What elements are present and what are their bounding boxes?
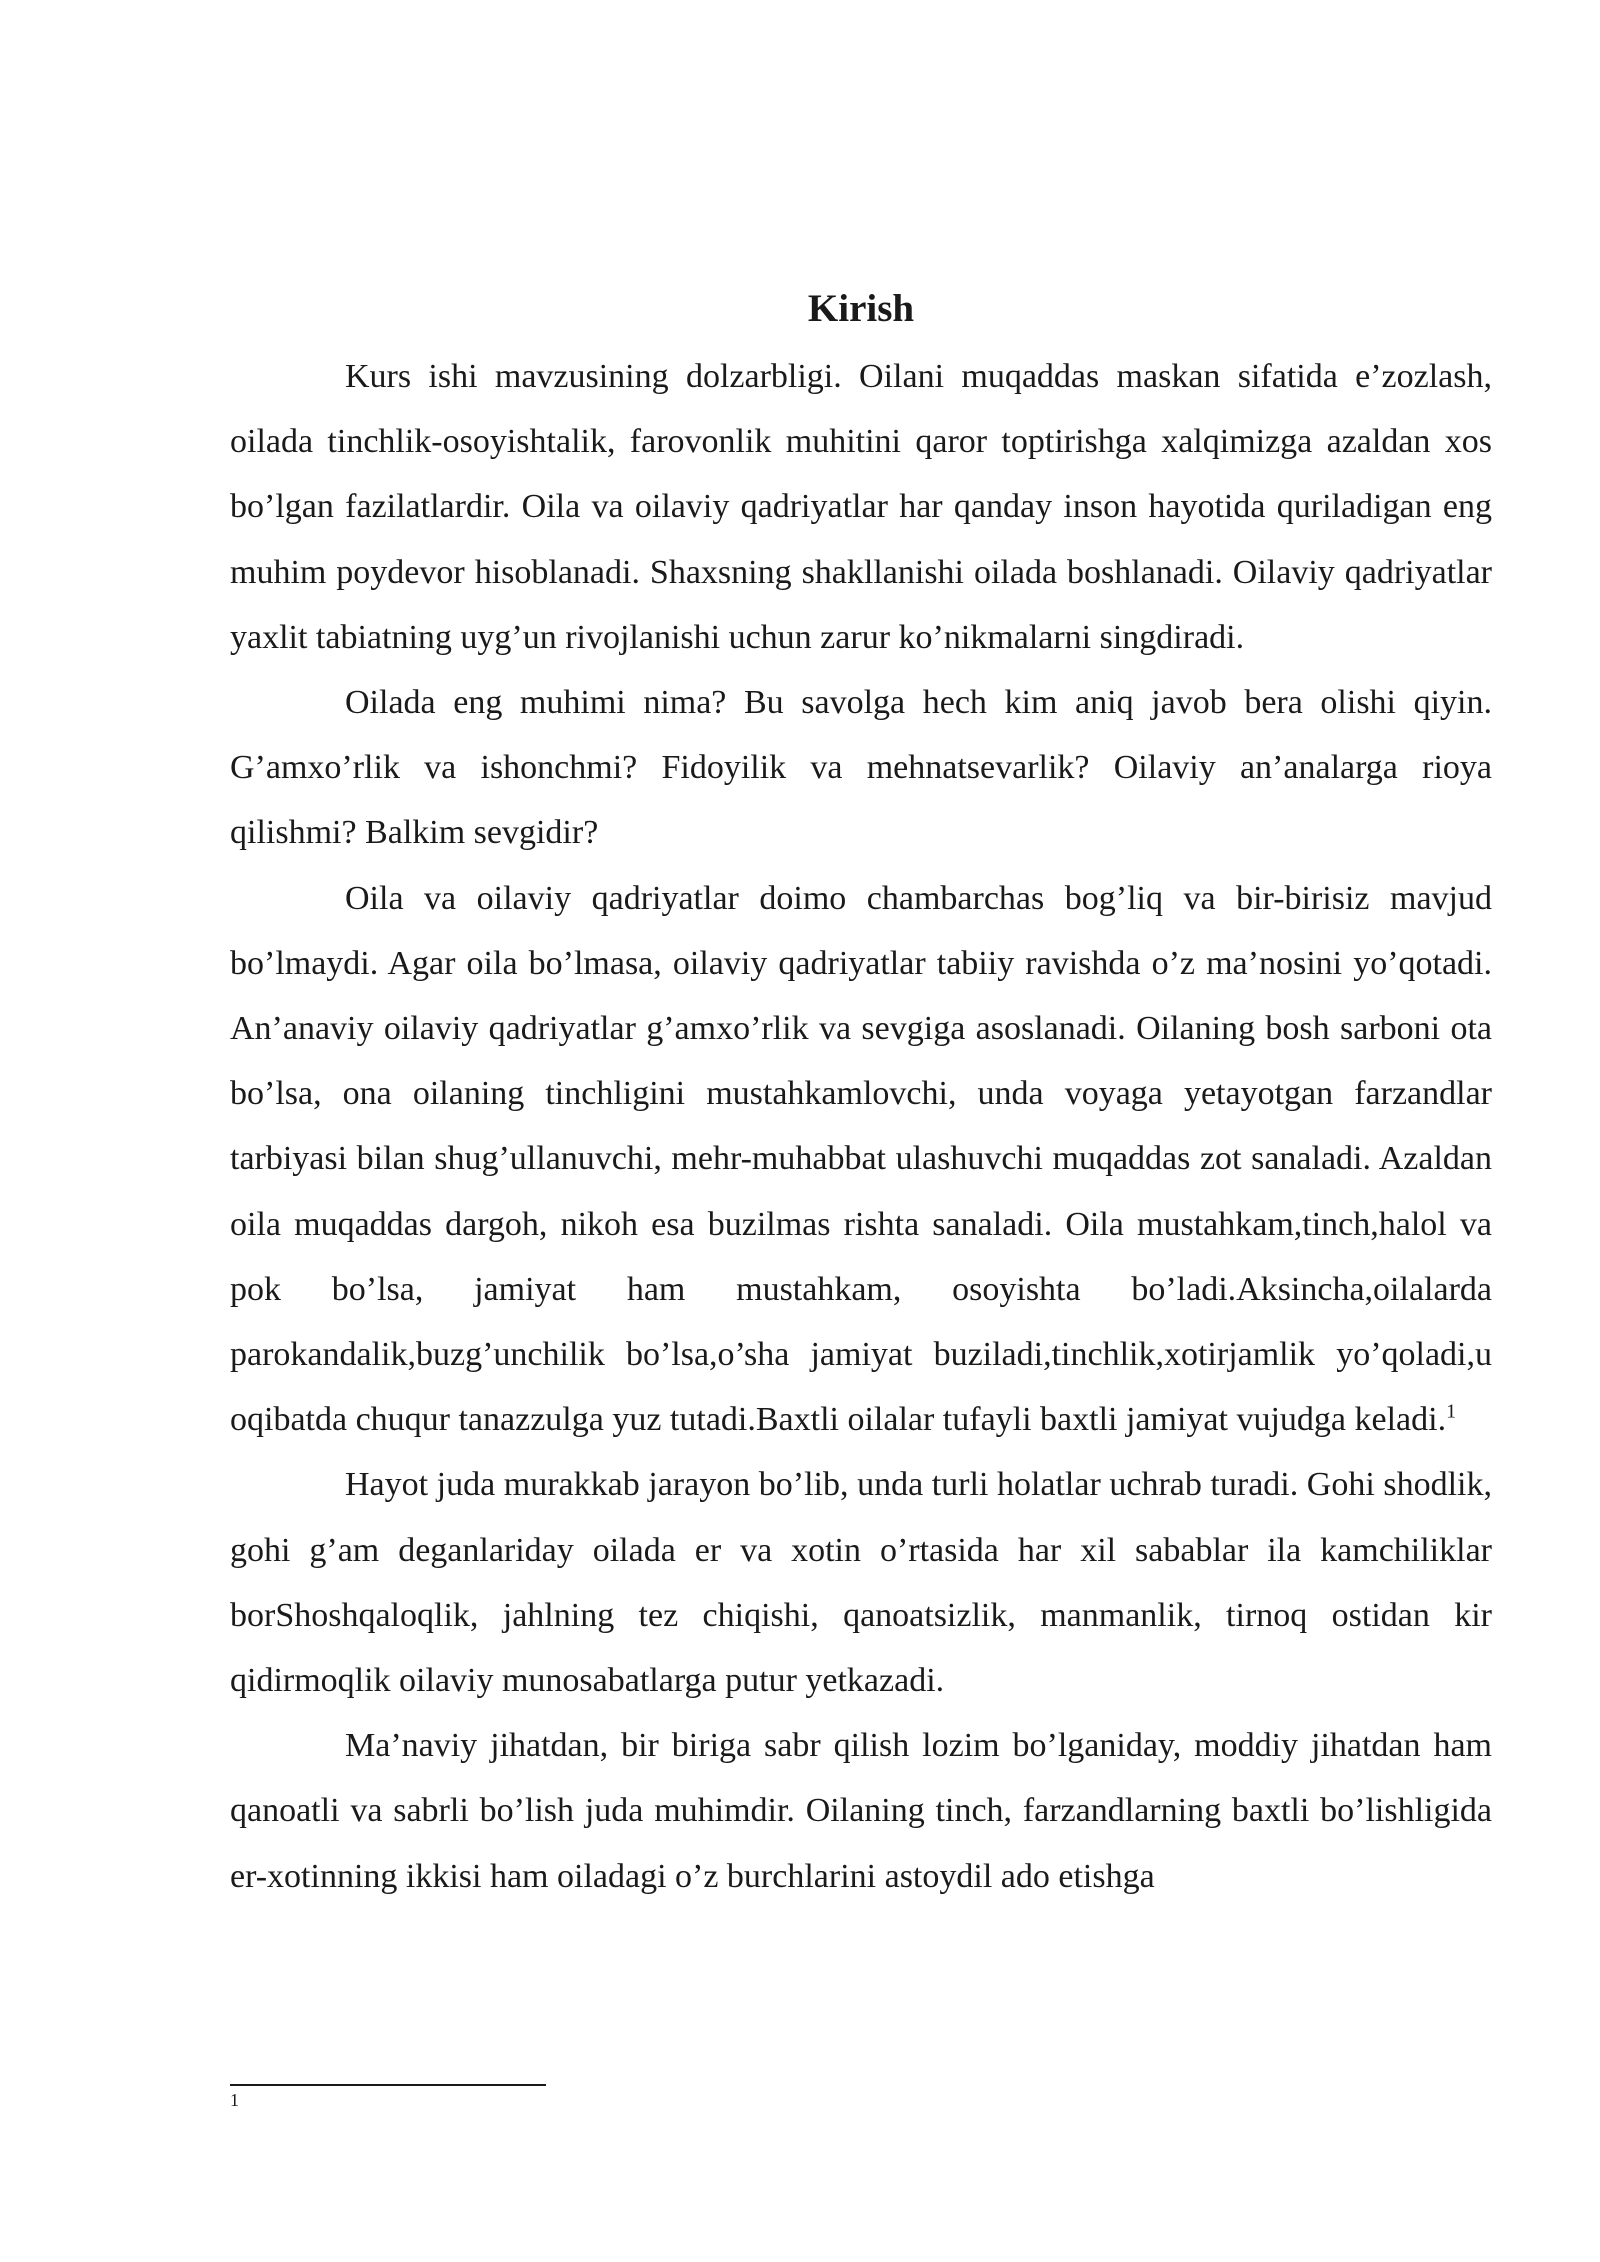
footnote-number: 1 — [230, 2090, 239, 2110]
document-page — [230, 280, 1492, 1909]
paragraph-5: Ma’naviy jihatdan, bir biriga sabr qilish lozim bo’lganiday, moddiy jihatdan ham qanoatli va sabrli bo’lish juda muhimdir. Oilaning tinch, farzandlarning baxtli bo’lishligida er-xotinning ikkisi ham oiladagi o’z burchlarini astoydil ado etishga — [230, 1727, 1492, 1895]
paragraph-2: Oilada eng muhimi nima? Bu savolga hech kim aniq javob bera olishi qiyin. G’amxo’rlik va ishonchmi? Fidoyilik va mehnatsevarlik? Oilaviy an’analarga rioya qilishmi? Balkim sevgidir? — [230, 684, 1492, 852]
paragraph-3-text: Oila va oilaviy qadriyatlar doimo chambarchas bog’liq va bir-birisiz mavjud bo’lmaydi. Agar oila bo’lmasa, oilaviy qadriyatlar tabiiy ravishda o’z ma’nosini yo’qotadi. An’anaviy oilaviy qadriyatlar g’amxo’rlik va sevgiga asoslanadi. Oilaning bosh sarboni ota bo’lsa, ona oilaning tinchligini mustahkamlovchi, unda voyaga yetayotgan farzandlar tarbiyasi bilan shug’ullanuvchi, mehr-muhabbat ulashuvchi muqaddas zot sanaladi. Azaldan oila muqaddas dargoh, nikoh esa buzilmas rishta sanaladi. Oila mustahkam,tinch,halol va pok bo’lsa, jamiyat ham mustahkam, osoyishta bo’ladi.Aksincha,oilalarda parokandalik,buzg’unchilik bo’lsa,o’sha jamiyat buziladi,tinchlik,xotirjamlik yo’qoladi,u oqibatda chuqur tanazzulga yuz tutadi.Baxtli oilalar tufayli baxtli jamiyat vujudga keladi. — [230, 879, 1492, 1439]
paragraph-3 — [230, 866, 1492, 1453]
footnote-separator — [230, 2084, 546, 2086]
paragraph-1: Kurs ishi mavzusining dolzarbligi. Oilani muqaddas maskan sifatida e’zozlash, oilada tinchlik-osoyishtalik, farovonlik muhitini qaror toptirishga xalqimizga azaldan xos bo’lgan fazilatlardir. Oila va oilaviy qadriyatlar har qanday inson hayotida quriladigan eng muhim poydevor hisoblanadi. Shaxsning shakllanishi oilada boshlanadi. Oilaviy qadriyatlar yaxlit tabiatning uyg’un rivojlanishi uchun zarur ko’nikmalarni singdiradi. — [230, 358, 1492, 656]
page-title: Kirish — [807, 287, 915, 330]
footnote-reference[interactable]: 1 — [1446, 1400, 1457, 1423]
paragraph-4: Hayot juda murakkab jarayon bo’lib, unda turli holatlar uchrab turadi. Gohi shodlik, gohi g’am deganlariday oilada er va xotin o’rtasida har xil sabablar ila kamchiliklar borShoshqaloqlik, jahlning tez chiqishi, qanoatsizlik, manmanlik, tirnoq ostidan kir qidirmoqlik oilaviy munosabatlarga putur yetkazadi. — [230, 1466, 1492, 1700]
